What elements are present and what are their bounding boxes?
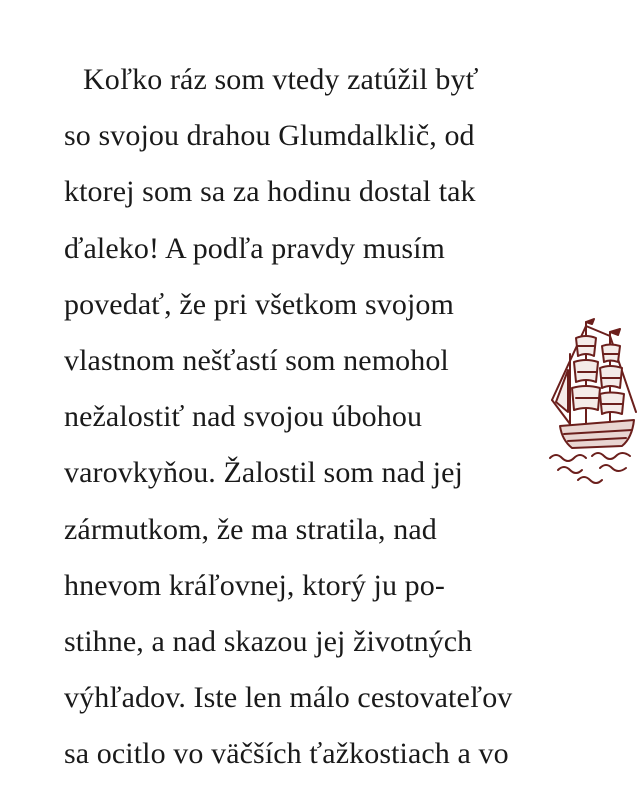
text-line: výhľadov. Iste len málo cestovateľov [64, 681, 513, 715]
sailing-ship-icon [548, 316, 640, 486]
text-line: ktorej som sa za hodinu dostal tak [64, 175, 476, 209]
text-line: stihne, a nad skazou jej životných [64, 624, 473, 658]
body-paragraph [64, 52, 574, 782]
text-line: nežalostiť nad svojou úbohou [64, 400, 423, 434]
text-line: zármutkom, že ma stratila, nad [64, 512, 437, 546]
text-line: varovkyňou. Žalostil som nad jej [64, 456, 463, 490]
text-line: vlastnom nešťastí som nemohol [64, 343, 449, 377]
text-line: ďaleko! A podľa pravdy musím [64, 231, 445, 265]
text-line: povedať, že pri všetkom svojom [64, 287, 454, 321]
text-line: so svojou drahou Glumdalklič, od [64, 119, 475, 153]
text-line: sa ocitlo vo väčších ťažkostiach a vo [64, 737, 509, 771]
text-line: hnevom kráľovnej, ktorý ju po- [64, 568, 445, 602]
text-line: Koľko ráz som vtedy zatúžil byť [83, 63, 479, 96]
